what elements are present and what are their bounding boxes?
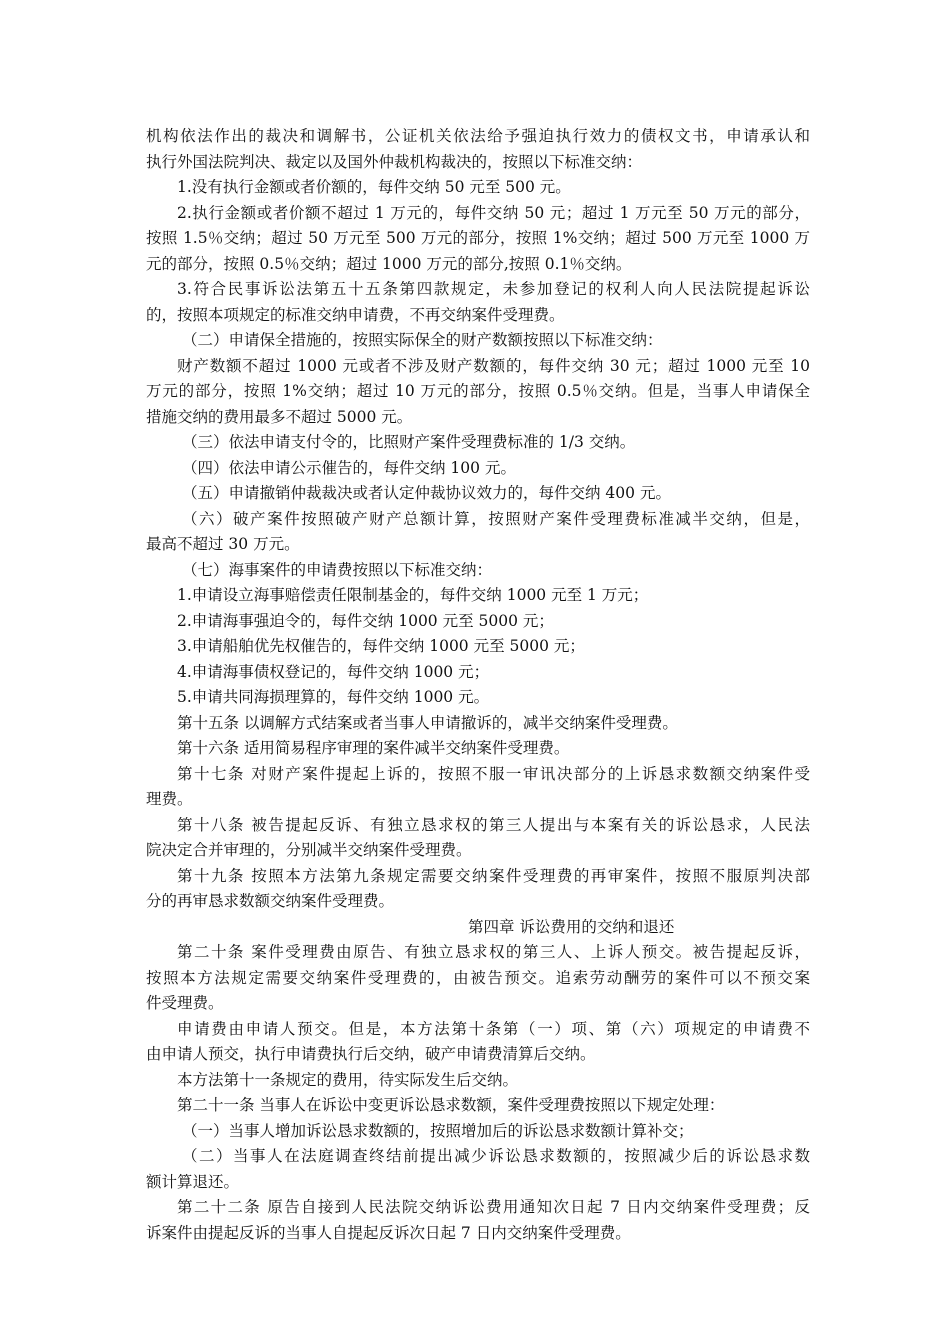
text-line: 诉案件由提起反诉的当事人自提起反诉次日起 7 日内交纳案件受理费。 [146,1223,631,1242]
text-line: 额计算退还。 [146,1172,240,1191]
text-line: 按照本方法规定需要交纳案件受理费的，由被告预交。追索劳动酬劳的案件可以不预交案 [146,968,810,987]
text-line: 第十九条 按照本方法第九条规定需要交纳案件受理费的再审案件，按照不服原判决部 [177,866,810,885]
text-line: （一）当事人增加诉讼恳求数额的，按照增加后的诉讼恳求数额计算补交； [182,1121,694,1140]
text-line: 措施交纳的费用最多不超过 5000 元。 [146,407,413,426]
text-line: 分的再审恳求数额交纳案件受理费。 [146,892,395,910]
text-line: 执行外国法院判决、裁定以及国外仲裁机构裁决的，按照以下标准交纳： [146,152,643,171]
text-line: 机构依法作出的裁决和调解书，公证机关依法给予强迫执行效力的债权文书，申请承认和 [146,127,810,145]
text-line: 1.没有执行金额或者价额的，每件交纳 50 元至 500 元。 [177,178,571,196]
text-line: （六）破产案件按照破产财产总额计算，按照财产案件受理费标准减半交纳，但是， [182,509,810,528]
text-line: 的，按照本项规定的标准交纳申请费，不再交纳案件受理费。 [146,305,565,324]
text-line: 5.申请共同海损理算的，每件交纳 1000 元。 [177,688,490,706]
text-line: 万元的部分，按照 1%交纳；超过 10 万元的部分，按照 0.5％交纳。但是，当事人申请保全 [146,382,810,400]
text-line: 4.申请海事债权登记的，每件交纳 1000 元； [177,662,490,681]
text-line: （二）申请保全措施的，按照实际保全的财产数额按照以下标准交纳： [182,331,663,349]
text-line: 元的部分，按照 0.5％交纳；超过 1000 万元的部分,按照 0.1％交纳。 [146,254,632,273]
text-line: （二）当事人在法庭调查终结前提出减少诉讼恳求数额的，按照减少后的诉讼恳求数 [182,1147,810,1165]
document-page [146,124,810,1246]
text-line: 第二十一条 当事人在诉讼中变更诉讼恳求数额，案件受理费按照以下规定处理： [177,1096,725,1114]
text-line: 2.执行金额或者价额不超过 1 万元的，每件交纳 50 元；超过 1 万元至 50 万元的部分， [177,203,810,222]
text-line: 第二十二条 原告自接到人民法院交纳诉讼费用通知次日起 7 日内交纳案件受理费；反 [177,1198,810,1216]
text-line: 3.申请船舶优先权催告的，每件交纳 1000 元至 5000 元； [177,637,585,655]
text-line: 理费。 [146,790,193,808]
text-line: 第二十条 案件受理费由原告、有独立恳求权的第三人、上诉人预交。被告提起反诉， [177,943,810,961]
text-line: 件受理费。 [146,994,224,1012]
text-line: （五）申请撤销仲裁裁决或者认定仲裁协议效力的，每件交纳 400 元。 [182,484,671,502]
text-line: 按照 1.5％交纳；超过 50 万元至 500 万元的部分，按照 1%交纳；超过 500 万元至 1000 万 [146,229,810,247]
text-line: 本方法第十一条规定的费用，待实际发生后交纳。 [177,1070,519,1089]
text-line: 第十七条 对财产案件提起上诉的，按照不服一审讯决部分的上诉恳求数额交纳案件受 [177,764,810,783]
text-line: 财产数额不超过 1000 元或者不涉及财产数额的，每件交纳 30 元；超过 1000 元至 10 [177,356,810,375]
text-line: 第十五条 以调解方式结案或者当事人申请撤诉的，减半交纳案件受理费。 [177,713,678,732]
text-line: （七）海事案件的申请费按照以下标准交纳： [182,560,493,579]
text-line: 2.申请海事强迫令的，每件交纳 1000 元至 5000 元； [177,611,554,630]
text-line: 第十八条 被告提起反诉、有独立恳求权的第三人提出与本案有关的诉讼恳求，人民法 [177,815,810,834]
text-line: （三）依法申请支付令的，比照财产案件受理费标准的 1/3 交纳。 [182,433,636,451]
text-line: 1.申请设立海事赔偿责任限制基金的，每件交纳 1000 元至 1 万元； [177,586,649,604]
text-line: （四）依法申请公示催告的，每件交纳 100 元。 [182,458,516,477]
text-line: 3.符合民事诉讼法第五十五条第四款规定，未参加登记的权利人向人民法院提起诉讼 [177,280,810,298]
text-line: 院决定合并审理的，分别减半交纳案件受理费。 [146,841,472,859]
text-line: 最高不超过 30 万元。 [146,535,300,553]
text-line: 申请费由申请人预交。但是，本方法第十条第（一）项、第（六）项规定的申请费不 [177,1019,810,1038]
text-line: 第十六条 适用简易程序审理的案件减半交纳案件受理费。 [177,739,570,757]
chapter-heading: 第四章 诉讼费用的交纳和退还 [468,917,675,936]
text-line: 由申请人预交，执行申请费执行后交纳，破产申请费清算后交纳。 [146,1045,596,1063]
